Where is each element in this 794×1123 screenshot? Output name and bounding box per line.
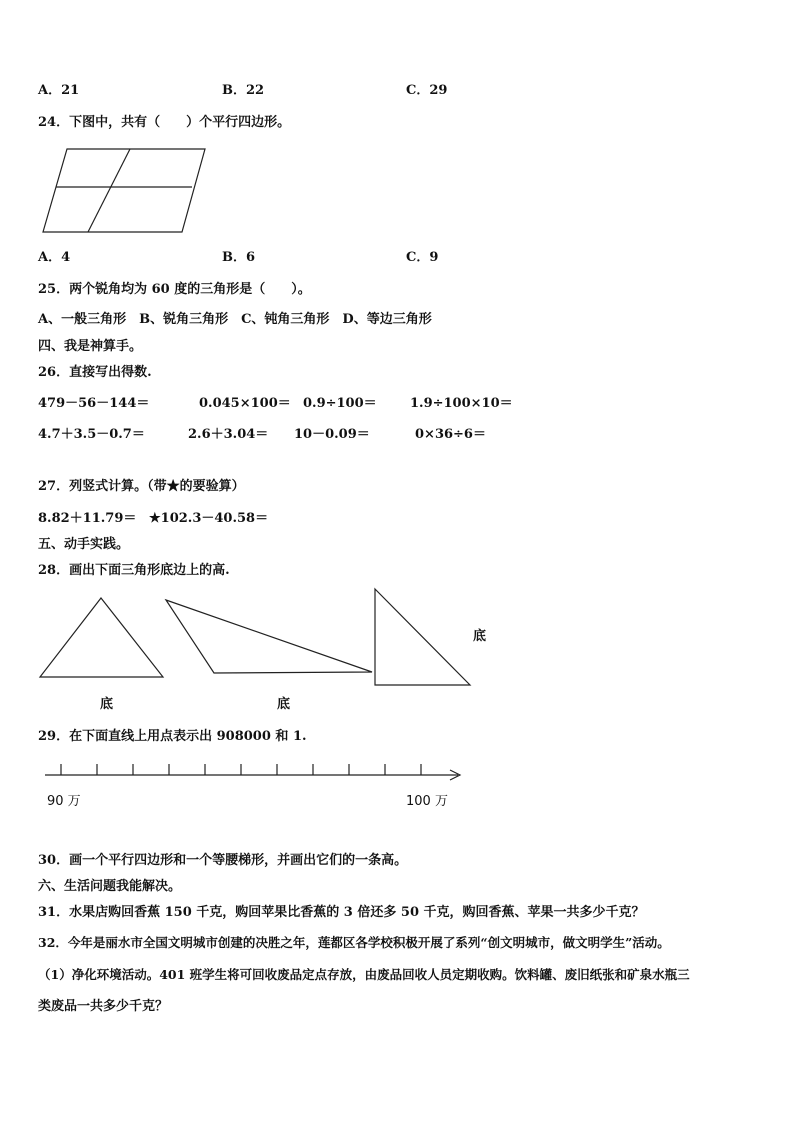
q26-expr-7: 10－0.09＝: [294, 427, 370, 442]
q23-option-b: B．22: [222, 83, 265, 98]
triangle-1: [40, 598, 163, 677]
number-line-right-label: 100 万: [406, 794, 448, 809]
q28-question: 28．画出下面三角形底边上的高.: [38, 563, 230, 578]
q26-expr-5: 4.7＋3.5－0.7＝: [38, 427, 145, 442]
number-line-left-label: 90 万: [47, 794, 81, 809]
q32-question: 32．今年是丽水市全国文明城市创建的决胜之年，莲都区各学校积极开展了系列“创文明城市，做文明学生”活动。: [38, 935, 670, 950]
q32-sub1-line2: 类废品一共多少千克？: [38, 999, 169, 1014]
q26-expr-3: 0.9÷100＝: [303, 396, 377, 411]
section-4-heading: 四、我是神算手。: [38, 339, 143, 354]
q24-question: 24．下图中，共有（ ）个平行四边形。: [38, 115, 291, 130]
q24-option-a: A．4: [38, 250, 71, 265]
q25-question: 25．两个锐角均为 60 度的三角形是（ ）。: [38, 282, 311, 297]
q27-item-2: ★102.3－40.58＝: [149, 511, 269, 526]
q29-question: 29．在下面直线上用点表示出 908000 和 1.: [38, 729, 307, 744]
triangle-3-base-label: 底: [473, 629, 487, 644]
q28-triangles: [40, 589, 470, 685]
q26-expr-2: 0.045×100＝: [199, 396, 291, 411]
triangle-2-base-label: 底: [277, 697, 291, 712]
q26-expr-6: 2.6＋3.04＝: [188, 427, 269, 442]
q27-item-1: 8.82＋11.79＝: [38, 511, 137, 526]
number-line-ticks: [61, 764, 421, 775]
q26-expr-8: 0×36÷6＝: [415, 427, 486, 442]
q24-option-c: C．9: [406, 250, 439, 265]
q29-number-line: [45, 764, 460, 780]
q24-parallelogram-figure: [43, 149, 205, 232]
q26-expr-1: 479－56－144＝: [38, 396, 150, 411]
q30-question: 30．画一个平行四边形和一个等腰梯形，并画出它们的一条高。: [38, 853, 408, 868]
q23-option-a: A．21: [38, 83, 80, 98]
q24-option-b: B．6: [222, 250, 256, 265]
section-5-heading: 五、动手实践。: [38, 537, 130, 552]
parallelogram-slanted-divider: [88, 149, 130, 232]
triangle-1-base-label: 底: [100, 697, 114, 712]
triangle-3: [375, 589, 470, 685]
q25-options: A、一般三角形 B、锐角三角形 C、钝角三角形 D、等边三角形: [38, 312, 432, 327]
q26-expr-4: 1.9÷100×10＝: [410, 396, 513, 411]
q26-question: 26．直接写出得数.: [38, 365, 152, 380]
q31-question: 31．水果店购回香蕉 150 千克，购回苹果比香蕉的 3 倍还多 50 千克，购回香蕉、苹果一共多少千克？: [38, 905, 645, 920]
triangle-2: [166, 600, 372, 673]
q27-question: 27．列竖式计算。（带★的要验算）: [38, 479, 245, 494]
section-6-heading: 六、生活问题我能解决。: [38, 879, 182, 894]
q32-sub1-line1: （1）净化环境活动。401 班学生将可回收废品定点存放，由废品回收人员定期收购。饮料罐、废旧纸张和矿泉水瓶三: [38, 967, 690, 982]
q23-option-c: C．29: [406, 83, 448, 98]
